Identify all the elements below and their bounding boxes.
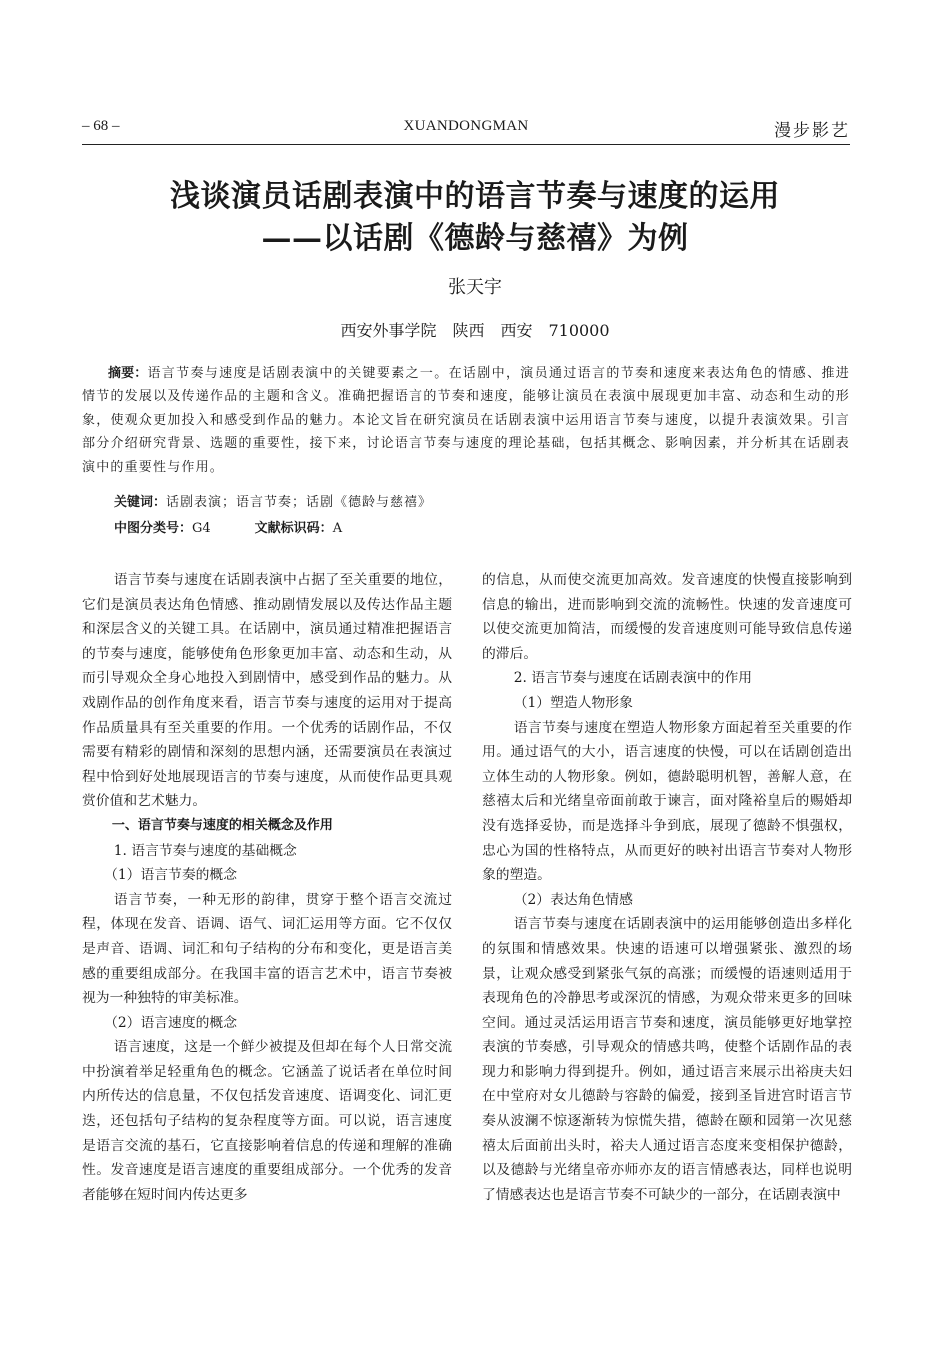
page-number: – 68 – <box>82 118 120 134</box>
body-column-left <box>82 568 452 1207</box>
keywords-text: 话剧表演；语言节奏；话剧《德龄与慈禧》 <box>166 495 433 510</box>
column-name: 漫步影艺 <box>774 121 850 141</box>
abstract-text: 语言节奏与速度是话剧表演中的关键要素之一。在话剧中，演员通过语言的节奏和速度来表达角色的情感、推进情节的发展以及传递作品的主题和含义。准确把握语言的节奏和速度，能够让演员在表演中展现更加丰富、动态和生动的形象，使观众更加投入和感受到作品的魅力。本论文旨在研究演员在话剧表演中运用语言节奏与速度，以提升表演效果。引言部分介绍研究背景、选题的重要性，接下来，讨论语言节奏与速度的理论基础，包括其概念、影响因素，并分析其在话剧表演中的重要性与作用。 <box>82 366 850 475</box>
paragraph-rhythm: 语言节奏，一种无形的韵律，贯穿于整个语言交流过程，体现在发音、语调、语气、词汇运用等方面。它不仅仅是声音、语调、词汇和句子结构的分布和变化，更是语言美感的重要组成部分。在我国丰富的语言艺术中，语言节奏被视为一种独特的审美标准。 <box>82 891 452 1007</box>
article-title: 浅谈演员话剧表演中的语言节奏与速度的运用 <box>170 179 780 214</box>
author-name: 张天宇 <box>448 277 502 298</box>
paragraph-speed: 语言速度，这是一个鲜少被提及但却在每个人日常交流中扮演着举足轻重角色的概念。它涵盖了说话者在单位时间内所传达的信息量，不仅包括发音速度、语调变化、词汇更迭，还包括句子结构的复杂程度等方面。可以说，语言速度是语言交流的基石，它直接影响着信息的传递和理解的准确性。发音速度是语言速度的重要组成部分。一个优秀的发音者能够在短时间内传达更多 <box>82 1039 452 1203</box>
clc-label: 中图分类号： <box>114 521 193 536</box>
paragraph-speed-continued: 的信息，从而使交流更加高效。发音速度的快慢直接影响到信息的输出，进而影响到交流的流畅性。快速的发音速度可以使交流更加简洁，而缓慢的发音速度则可能导致信息传递的滞后。 <box>482 572 852 662</box>
subsubsection-emotion: （2）表达角色情感 <box>513 891 633 908</box>
paragraph-shape: 语言节奏与速度在塑造人物形象方面起着至关重要的作用。通过语气的大小，语言速度的快慢，可以在话剧创造出立体生动的人物形象。例如，德龄聪明机智，善解人意，在慈禧太后和光绪皇帝面前敢于谏言，面对隆裕皇后的赐婚却没有选择妥协，而是选择斗争到底，展现了德龄不惧强权，忠心为国的性格特点，从而更好的映衬出语言节奏对人物形象的塑造。 <box>482 719 852 884</box>
section-heading-1: 一、语言节奏与速度的相关概念及作用 <box>111 817 333 833</box>
article-subtitle: ——以话剧《德龄与慈禧》为例 <box>261 221 689 256</box>
abstract <box>82 362 850 479</box>
intro-paragraph: 语言节奏与速度在话剧表演中占据了至关重要的地位，它们是演员表达角色情感、推动剧情发展以及传达作品主题和深层含义的关键工具。在话剧中，演员通过精准把握语言的节奏与速度，能够使角色形象更加丰富、动态和生动，从而引导观众全身心地投入到剧情中，感受到作品的魅力。从戏剧作品的创作角度来看，语言节奏与速度的运用对于提高作品质量具有至关重要的作用。一个优秀的话剧作品，不仅需要有精彩的剧情和深刻的思想内涵，还需要演员在表演过程中恰到好处地展现语言的节奏与速度，从而使作品更具观赏价值和艺术魅力。 <box>82 572 452 810</box>
doc-code-label: 文献标识码： <box>254 521 333 536</box>
doc-code-value: A <box>332 521 343 536</box>
magazine-name: XUANDONGMAN <box>403 118 529 134</box>
subsubsection-speed: （2）语言速度的概念 <box>104 1014 238 1031</box>
body-column-right <box>482 568 852 1207</box>
subsubsection-rhythm: （1）语言节奏的概念 <box>104 867 238 884</box>
classification <box>114 517 342 536</box>
clc-value: G4 <box>192 521 211 536</box>
paragraph-emotion: 语言节奏与速度在话剧表演中的运用能够创造出多样化的氛围和情感效果。快速的语速可以增强紧张、激烈的场景，让观众感受到紧张气氛的高涨；而缓慢的语速则适用于表现角色的冷静思考或深沉的情感，为观众带来更多的回味空间。通过灵活运用语言节奏和速度，演员能够更好地掌控表演的节奏感，引导观众的情感共鸣，使整个话剧作品的表现力和影响力得到提升。例如，通过语言来展示出裕庚夫妇在中堂府对女儿德龄与容龄的偏爱，接到圣旨进宫时语言节奏从波澜不惊逐渐转为惊慌失措，德龄在颐和园第一次见慈禧太后面前出头时，裕夫人通过语言态度来变相保护德龄，以及德龄与光绪皇帝亦师亦友的语言情感表达，同样也说明了情感表达也是语言节奏不可缺少的一部分，在话剧表演中 <box>482 916 852 1203</box>
subsection-heading-2: 2. 语言节奏与速度在话剧表演中的作用 <box>513 670 753 687</box>
running-header <box>82 118 850 145</box>
subsection-heading-1: 1. 语言节奏与速度的基础概念 <box>113 842 297 859</box>
author-affiliation: 西安外事学院 陕西 西安 710000 <box>340 321 610 340</box>
keywords <box>114 491 432 510</box>
subsubsection-shape: （1）塑造人物形象 <box>513 694 633 711</box>
abstract-label: 摘要： <box>108 366 148 381</box>
keywords-label: 关键词： <box>114 495 167 510</box>
